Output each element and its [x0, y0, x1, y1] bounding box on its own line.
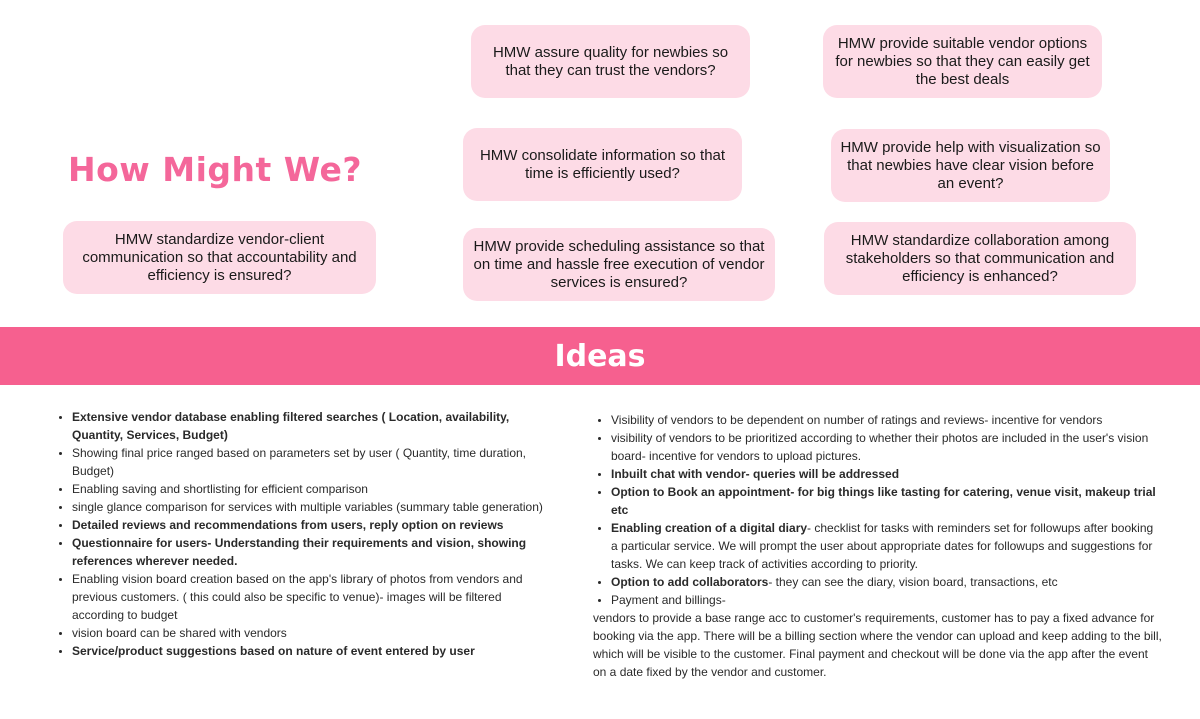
idea-item: • Enabling vision board creation based on the app's library of photos from vendors and previous customers. ( this could also be specific to venue)- images will be filtered according to budget	[72, 570, 554, 624]
idea-item-rest: - checklist for tasks with reminders set for followups after booking a particular service. We will prompt the user about appropriate dates for followups and suggestions for tasks. We can keep track of activities according to priority.	[611, 521, 1154, 571]
billing-paragraph: vendors to provide a base range acc to customer's requirements, customer has to pay a fixed advance for booking via the app. There will be a billing section where the vendor can upload and keep adding to the bill, which will be visible to the customer. Final payment and checkout will be done via the app after the event on a date fixed by the vendor and customer.	[593, 611, 1162, 679]
hmw-card-collaboration: HMW standardize collaboration among stakeholders so that communication and efficiency is enhanced?	[824, 222, 1136, 295]
idea-item: • Option to Book an appointment- for big things like tasting for catering, venue visit, makeup trial etc	[611, 483, 1163, 519]
idea-item: • Showing final price ranged based on parameters set by user ( Quantity, time duration, Budget)	[72, 444, 554, 480]
hmw-card-vendor-options: HMW provide suitable vendor options for newbies so that they can easily get the best deals	[823, 25, 1102, 98]
idea-item: • Questionnaire for users- Understanding their requirements and vision, showing references wherever needed.	[72, 534, 554, 570]
idea-item: • single glance comparison for services with multiple variables (summary table generation)	[72, 498, 554, 516]
idea-item: • Visibility of vendors to be dependent on number of ratings and reviews- incentive for vendors	[611, 411, 1163, 429]
idea-item: • Inbuilt chat with vendor- queries will be addressed	[611, 465, 1163, 483]
hmw-card-scheduling: HMW provide scheduling assistance so that on time and hassle free execution of vendor services is ensured?	[463, 228, 775, 301]
ideas-right-list	[593, 411, 1163, 681]
hmw-card-quality: HMW assure quality for newbies so that they can trust the vendors?	[471, 25, 750, 98]
idea-item: • Extensive vendor database enabling filtered searches ( Location, availability, Quantity, Services, Budget)	[72, 408, 554, 444]
ideas-left-list	[54, 408, 554, 660]
idea-item-rest: - they can see the diary, vision board, transactions, etc	[768, 575, 1058, 589]
page-title: How Might We?	[68, 150, 363, 189]
hmw-card-communication: HMW standardize vendor-client communication so that accountability and efficiency is ensured?	[63, 221, 376, 294]
idea-item: • Detailed reviews and recommendations from users, reply option on reviews	[72, 516, 554, 534]
idea-item: • vision board can be shared with vendors	[72, 624, 554, 642]
idea-item: • Payment and billings-	[611, 591, 1163, 609]
idea-item: • Enabling saving and shortlisting for efficient comparison	[72, 480, 554, 498]
idea-item: • Service/product suggestions based on nature of event entered by user	[72, 642, 554, 660]
hmw-card-visualization: HMW provide help with visualization so that newbies have clear vision before an event?	[831, 129, 1110, 202]
idea-item-bold: Enabling creation of a digital diary	[611, 521, 808, 535]
idea-item	[611, 519, 1163, 573]
idea-item: • visibility of vendors to be prioritized according to whether their photos are included in the user's vision board- incentive for vendors to upload pictures.	[611, 429, 1163, 465]
ideas-title: Ideas	[554, 338, 646, 374]
ideas-banner	[0, 327, 1200, 385]
idea-item	[611, 573, 1163, 591]
hmw-card-consolidate: HMW consolidate information so that time is efficiently used?	[463, 128, 742, 201]
idea-item-bold: Option to add collaborators	[611, 575, 769, 589]
